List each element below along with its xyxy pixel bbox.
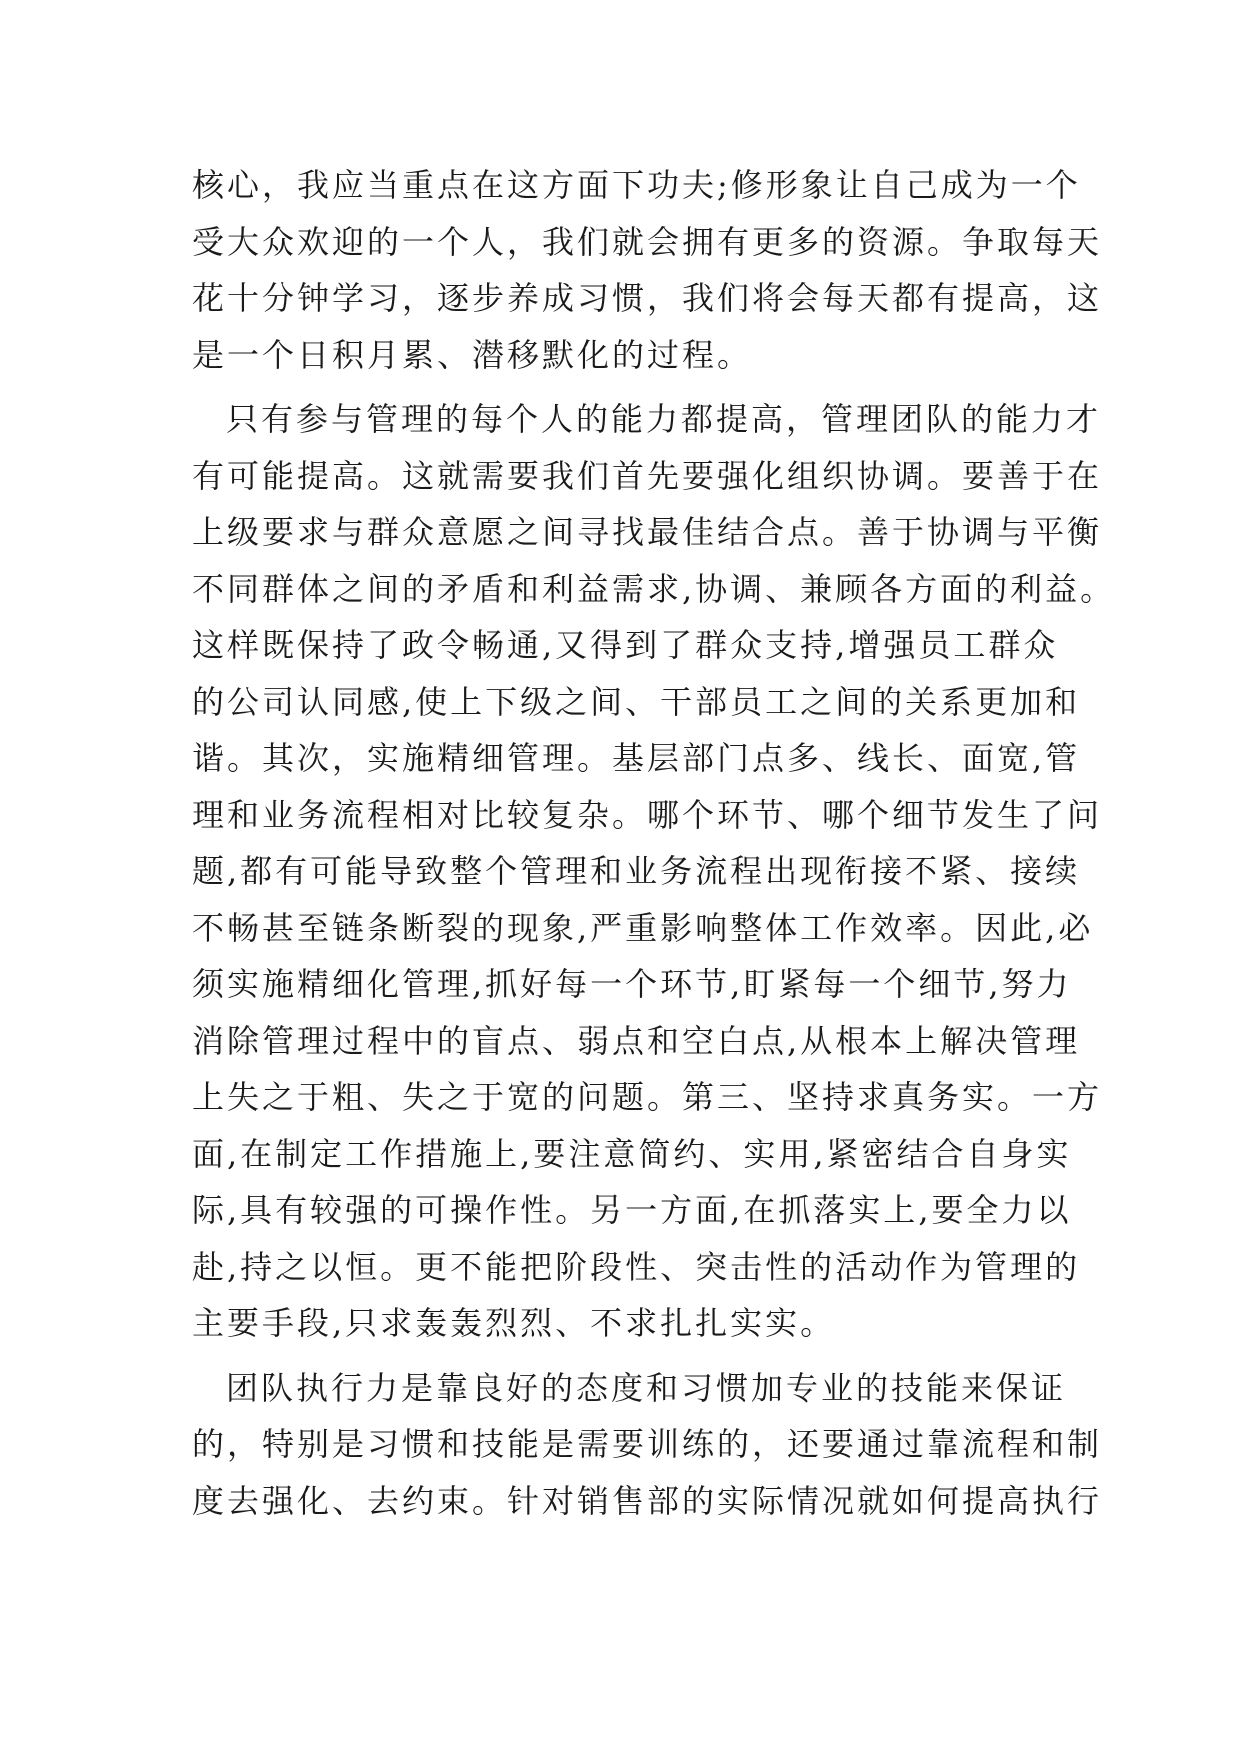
- text-line: 主要手段,只求轰轰烈烈、不求扎扎实实。: [192, 1304, 836, 1342]
- text-line: 赴,持之以恒。更不能把阶段性、突击性的活动作为管理的: [192, 1247, 1081, 1286]
- text-line: 谐。其次，实施精细管理。基层部门点多、线长、面宽,管: [192, 739, 1081, 777]
- text-line: 核心，我应当重点在这方面下功夫;修形象让自己成为一个: [192, 166, 1081, 204]
- paragraph-3: [192, 1360, 1103, 1530]
- text-line: 这样既保持了政令畅通,又得到了群众支持,增强员工群众: [192, 626, 1059, 664]
- text-line: 花十分钟学习，逐步养成习惯，我们将会每天都有提高，这: [192, 279, 1103, 317]
- text-line: 有可能提高。这就需要我们首先要强化组织协调。要善于在: [192, 456, 1103, 495]
- text-line: 只有参与管理的每个人的能力都提高，管理团队的能力才: [226, 400, 1102, 438]
- text-line: 上失之于粗、失之于宽的问题。第三、坚持求真务实。一方: [192, 1078, 1103, 1116]
- text-line: 消除管理过程中的盲点、弱点和空白点,从根本上解决管理: [192, 1021, 1081, 1060]
- text-line: 题,都有可能导致整个管理和业务流程出现衔接不紧、接续: [192, 852, 1081, 890]
- text-line: 受大众欢迎的一个人，我们就会拥有更多的资源。争取每天: [192, 222, 1103, 261]
- text-line: 度去强化、去约束。针对销售部的实际情况就如何提高执行: [192, 1481, 1103, 1520]
- text-line: 理和业务流程相对比较复杂。哪个环节、哪个细节发生了问: [192, 795, 1103, 834]
- text-line: 的公司认同感,使上下级之间、干部员工之间的关系更加和: [192, 682, 1081, 721]
- text-line: 的，特别是习惯和技能是需要训练的，还要通过靠流程和制: [192, 1425, 1103, 1463]
- body-text: [192, 157, 1116, 1529]
- text-line: 须实施精细化管理,抓好每一个环节,盯紧每一个细节,努力: [192, 965, 1072, 1003]
- text-line: 面,在制定工作措施上,要注意简约、实用,紧密结合自身实: [192, 1134, 1072, 1173]
- text-line: 际,具有较强的可操作性。另一方面,在抓落实上,要全力以: [192, 1191, 1072, 1229]
- text-line: 团队执行力是靠良好的态度和习惯加专业的技能来保证: [226, 1368, 1067, 1407]
- paragraph-1: [192, 157, 1103, 383]
- text-line: 不畅甚至链条断裂的现象,严重影响整体工作效率。因此,必: [192, 908, 1094, 947]
- text-line: 不同群体之间的矛盾和利益需求,协调、兼顾各方面的利益。: [192, 569, 1116, 608]
- paragraph-2: [192, 391, 1116, 1352]
- text-line: 是一个日积月累、潜移默化的过程。: [192, 335, 753, 374]
- text-line: 上级要求与群众意愿之间寻找最佳结合点。善于协调与平衡: [192, 513, 1103, 551]
